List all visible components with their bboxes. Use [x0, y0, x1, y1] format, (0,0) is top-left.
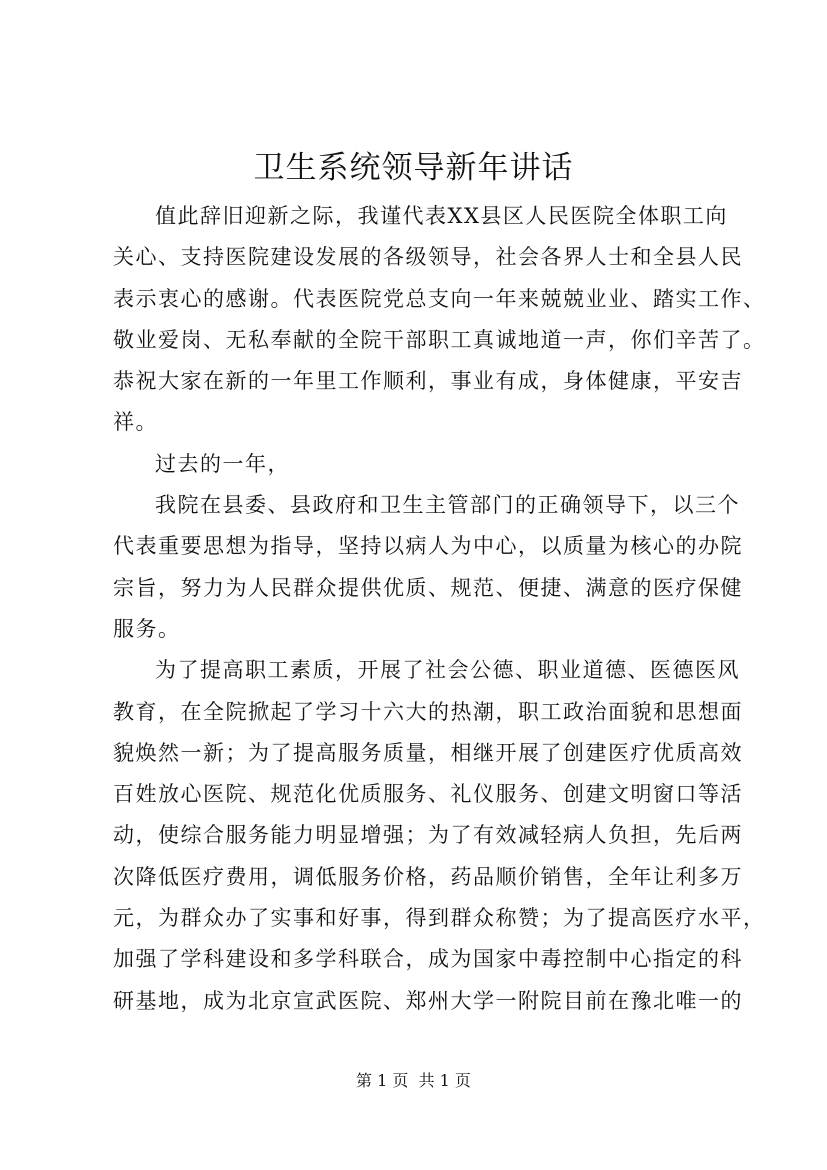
- paragraph-4: [113, 650, 766, 1022]
- paragraph-line: 代表重要思想为指导，坚持以病人为中心，以质量为核心的办院: [113, 534, 743, 559]
- paragraph-line: 动，使综合服务能力明显增强；为了有效减轻病人负担，先后两: [113, 823, 743, 848]
- paragraph-line: 宗旨，努力为人民群众提供优质、规范、便捷、满意的医疗保健: [113, 575, 743, 600]
- paragraph-line: 关心、支持医院建设发展的各级领导，社会各界人士和全县人民: [113, 245, 743, 270]
- paragraph-line: 敬业爱岗、无私奉献的全院干部职工真诚地道一声，你们辛苦了。: [113, 327, 766, 352]
- paragraph-line: 教育，在全院掀起了学习十六大的热潮，职工政治面貌和思想面: [113, 699, 743, 724]
- paragraph-line: 恭祝大家在新的一年里工作顺利，事业有成，身体健康，平安吉: [113, 369, 743, 394]
- paragraph-3: [113, 485, 743, 650]
- page-footer: [0, 1070, 827, 1092]
- paragraph-line: 元，为群众办了实事和好事，得到群众称赞；为了提高医疗水平，: [113, 906, 766, 931]
- paragraph-1: [113, 196, 766, 444]
- paragraph-line: 研基地，成为北京宣武医院、郑州大学一附院目前在豫北唯一的: [113, 988, 743, 1013]
- paragraph-line: 为了提高职工素质，开展了社会公德、职业道德、医德医风: [155, 658, 740, 683]
- paragraph-line: 过去的一年，: [155, 451, 290, 476]
- page-number: 第 1 页 共 1 页: [356, 1071, 471, 1090]
- paragraph-line: 貌焕然一新；为了提高服务质量，相继开展了创建医疗优质高效: [113, 740, 743, 765]
- paragraph-2: [113, 444, 723, 485]
- document-title: 卫生系统领导新年讲话: [253, 150, 574, 186]
- paragraph-line: 加强了学科建设和多学科联合，成为国家中毒控制中心指定的科: [113, 947, 743, 972]
- paragraph-line: 服务。: [113, 616, 181, 641]
- paragraph-line: 祥。: [113, 410, 158, 435]
- document-body: [113, 196, 766, 1022]
- paragraph-line: 百姓放心医院、规范化优质服务、礼仪服务、创建文明窗口等活: [113, 782, 743, 807]
- paragraph-line: 次降低医疗费用，调低服务价格，药品顺价销售，全年让利多万: [113, 864, 743, 889]
- paragraph-line: 我院在县委、县政府和卫生主管部门的正确领导下，以三个: [155, 493, 740, 518]
- paragraph-line: 表示衷心的感谢。代表医院党总支向一年来兢兢业业、踏实工作、: [113, 286, 766, 311]
- paragraph-line: 值此辞旧迎新之际，我谨代表XX县区人民医院全体职工向: [155, 204, 728, 228]
